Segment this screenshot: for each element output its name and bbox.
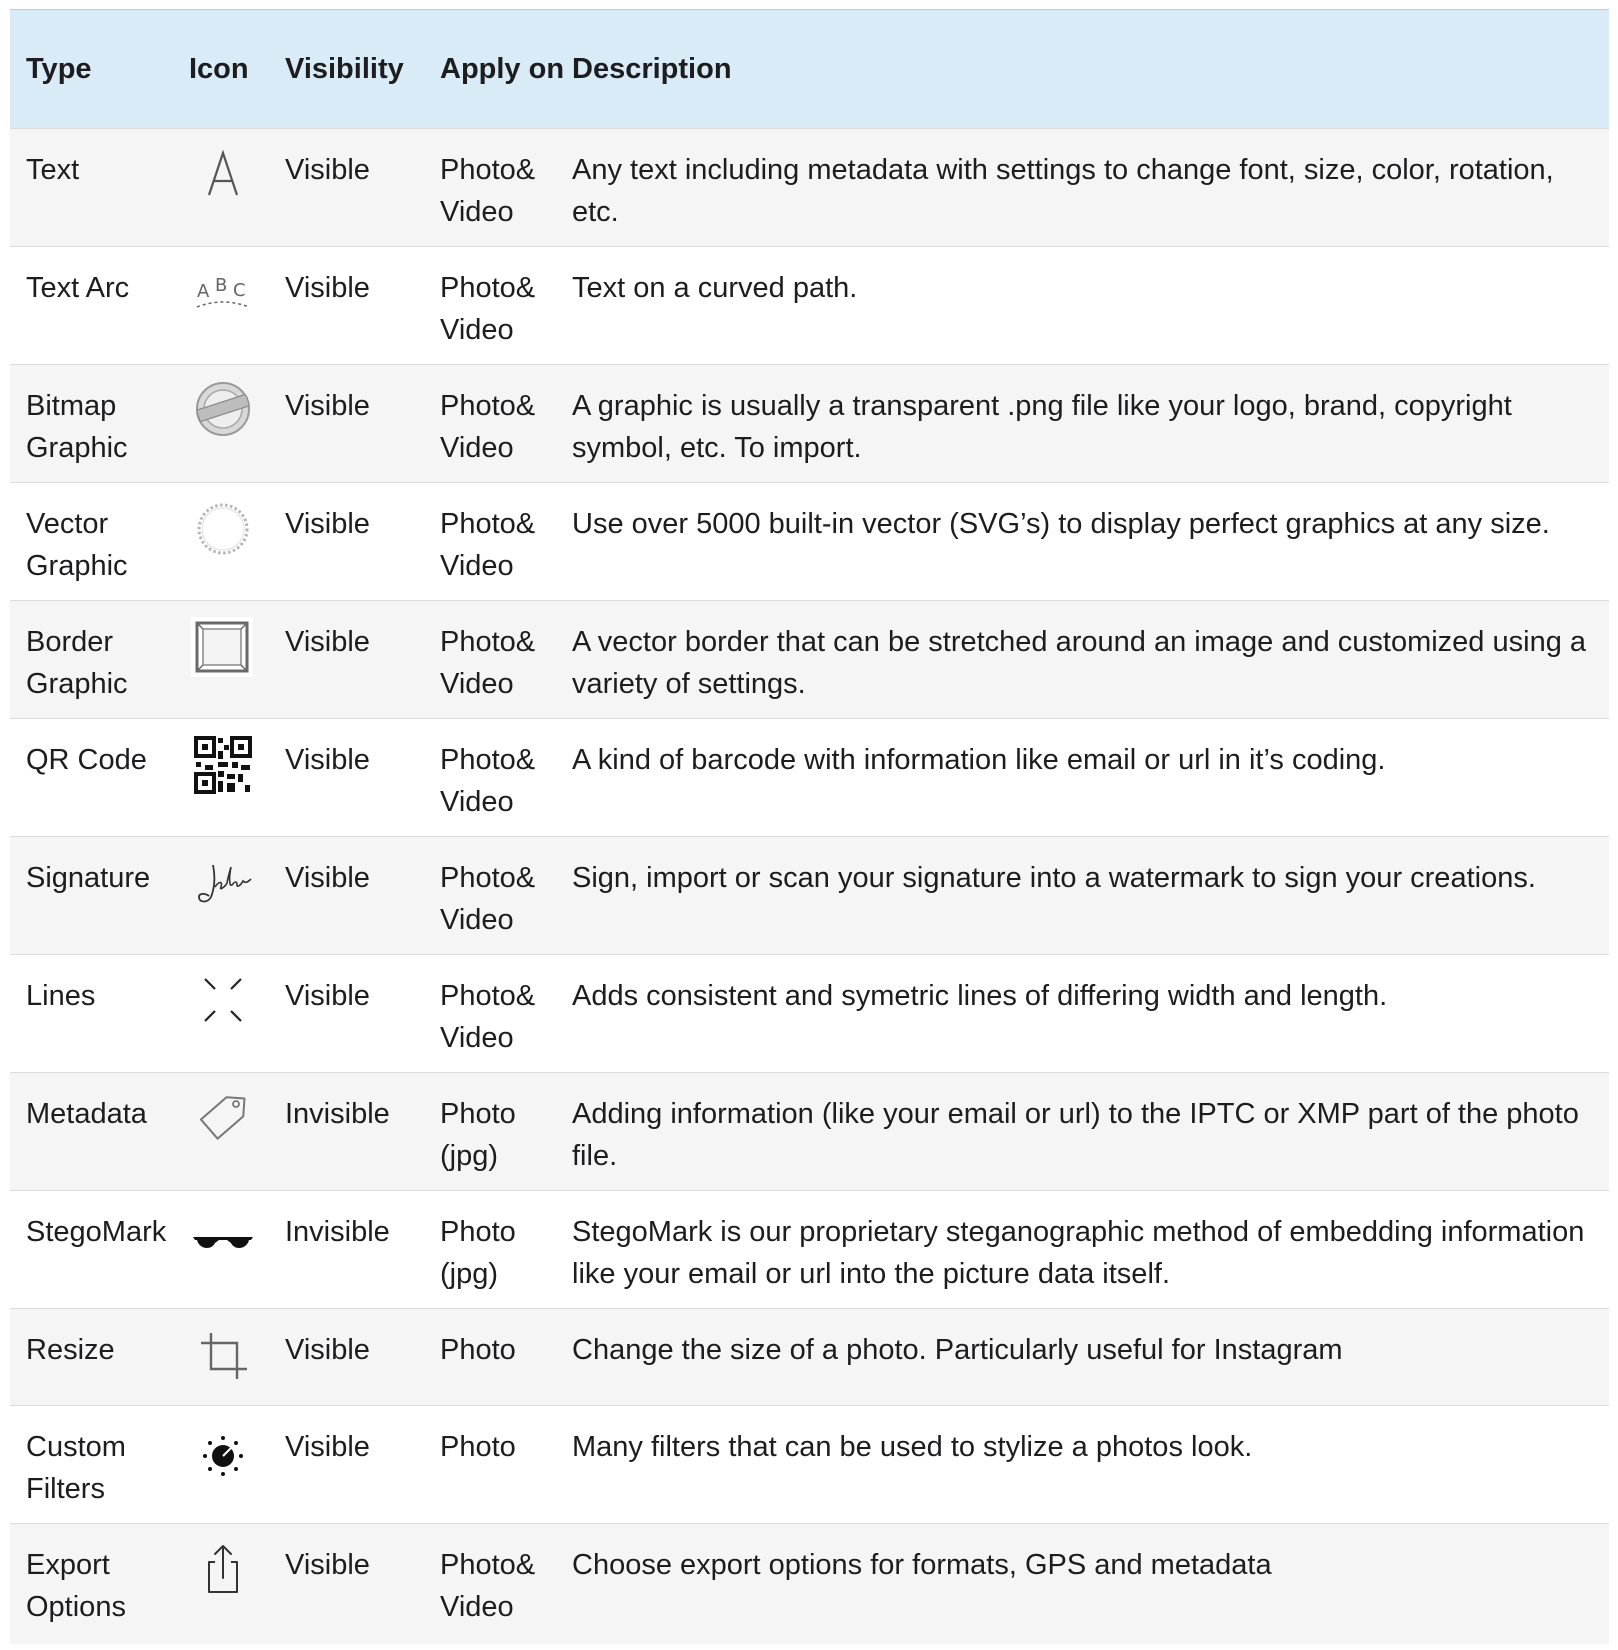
- table-row: [10, 955, 1609, 1073]
- apply-on-cell: Photo& Video: [440, 390, 536, 464]
- frame-border-icon: [191, 617, 255, 677]
- description-cell: Change the size of a photo. Particularly useful for Instagram: [572, 1334, 1343, 1366]
- type-cell: Lines: [26, 980, 96, 1012]
- type-cell: Border Graphic: [26, 626, 128, 700]
- table-row: [10, 247, 1609, 365]
- type-cell: Bitmap Graphic: [26, 390, 128, 464]
- visibility-cell: Invisible: [285, 1098, 390, 1130]
- apply-on-cell: Photo& Video: [440, 980, 536, 1054]
- type-cell: Metadata: [26, 1098, 147, 1130]
- signature-icon: [191, 853, 255, 913]
- crop-icon: [191, 1325, 255, 1385]
- table-row: [10, 1191, 1609, 1309]
- apply-on-cell: Photo& Video: [440, 508, 536, 582]
- svg-text:B: B: [215, 275, 228, 296]
- apply-on-cell: Photo (jpg): [440, 1098, 516, 1172]
- svg-text:A: A: [197, 281, 210, 302]
- table-row: [10, 1406, 1609, 1524]
- text-arc-icon: [191, 263, 255, 323]
- visibility-cell: Visible: [285, 1334, 370, 1366]
- description-cell: A vector border that can be stretched around an image and customized using a variety of settings.: [572, 626, 1587, 700]
- type-cell: Export Options: [26, 1549, 126, 1623]
- filter-dial-icon: [191, 1422, 255, 1482]
- description-cell: Text on a curved path.: [572, 272, 858, 304]
- table-row: [10, 483, 1609, 601]
- description-cell: Sign, import or scan your signature into a watermark to sign your creations.: [572, 862, 1536, 894]
- visibility-cell: Visible: [285, 508, 370, 540]
- description-cell: Adds consistent and symetric lines of differing width and length.: [572, 980, 1388, 1012]
- stamp-badge-icon: [191, 381, 255, 441]
- visibility-cell: Visible: [285, 980, 370, 1012]
- description-cell: Adding information (like your email or url) to the IPTC or XMP part of the photo file.: [572, 1098, 1579, 1172]
- visibility-cell: Visible: [285, 1431, 370, 1463]
- apply-on-cell: Photo& Video: [440, 1549, 536, 1623]
- table-row: [10, 1524, 1609, 1644]
- description-cell: Choose export options for formats, GPS and metadata: [572, 1549, 1272, 1581]
- visibility-cell: Visible: [285, 390, 370, 422]
- serrated-circle-icon: [191, 499, 255, 559]
- header-visibility: Visibility: [285, 53, 404, 85]
- type-cell: QR Code: [26, 744, 147, 776]
- type-cell: Custom Filters: [26, 1431, 126, 1505]
- type-cell: Resize: [26, 1334, 115, 1366]
- table-row: [10, 129, 1609, 247]
- tag-icon: [191, 1089, 255, 1149]
- description-cell: StegoMark is our proprietary steganographic method of embedding information like your email or url into the picture data itself.: [572, 1216, 1585, 1290]
- table-header-row: [10, 10, 1609, 129]
- feature-table-container: [10, 9, 1609, 1644]
- description-cell: A kind of barcode with information like email or url in it’s coding.: [572, 744, 1386, 776]
- visibility-cell: Visible: [285, 862, 370, 894]
- letter-a-icon: [191, 145, 255, 205]
- qr-code-icon: [191, 735, 255, 795]
- table-row: [10, 601, 1609, 719]
- table-row: [10, 1073, 1609, 1191]
- description-cell: Many filters that can be used to stylize a photos look.: [572, 1431, 1253, 1463]
- sunglasses-icon: [191, 1207, 255, 1267]
- corner-lines-icon: [191, 971, 255, 1031]
- type-cell: Signature: [26, 862, 151, 894]
- type-cell: Text Arc: [26, 272, 130, 304]
- table-row: [10, 365, 1609, 483]
- apply-on-cell: Photo& Video: [440, 154, 536, 228]
- header-icon: Icon: [189, 53, 249, 85]
- visibility-cell: Visible: [285, 154, 370, 186]
- visibility-cell: Invisible: [285, 1216, 390, 1248]
- description-cell: Any text including metadata with settings to change font, size, color, rotation, etc.: [572, 154, 1554, 228]
- description-cell: Use over 5000 built-in vector (SVG’s) to display perfect graphics at any size.: [572, 508, 1550, 540]
- share-export-icon: [191, 1540, 255, 1600]
- apply-on-cell: Photo& Video: [440, 862, 536, 936]
- visibility-cell: Visible: [285, 744, 370, 776]
- apply-on-cell: Photo& Video: [440, 272, 536, 346]
- visibility-cell: Visible: [285, 272, 370, 304]
- visibility-cell: Visible: [285, 1549, 370, 1581]
- apply-on-cell: Photo& Video: [440, 744, 536, 818]
- apply-on-cell: Photo: [440, 1334, 516, 1366]
- svg-text:C: C: [233, 280, 246, 301]
- type-cell: StegoMark: [26, 1216, 167, 1248]
- type-cell: Text: [26, 154, 80, 186]
- description-cell: A graphic is usually a transparent .png file like your logo, brand, copyright symbol, etc. To import.: [572, 390, 1512, 464]
- watermark-types-table: [10, 9, 1609, 1644]
- table-row: [10, 719, 1609, 837]
- header-apply-on: Apply on: [440, 53, 565, 85]
- apply-on-cell: Photo (jpg): [440, 1216, 516, 1290]
- header-type: Type: [26, 53, 92, 85]
- table-row: [10, 837, 1609, 955]
- apply-on-cell: Photo& Video: [440, 626, 536, 700]
- apply-on-cell: Photo: [440, 1431, 516, 1463]
- visibility-cell: Visible: [285, 626, 370, 658]
- type-cell: Vector Graphic: [26, 508, 128, 582]
- table-row: [10, 1309, 1609, 1406]
- header-description: Description: [572, 53, 732, 85]
